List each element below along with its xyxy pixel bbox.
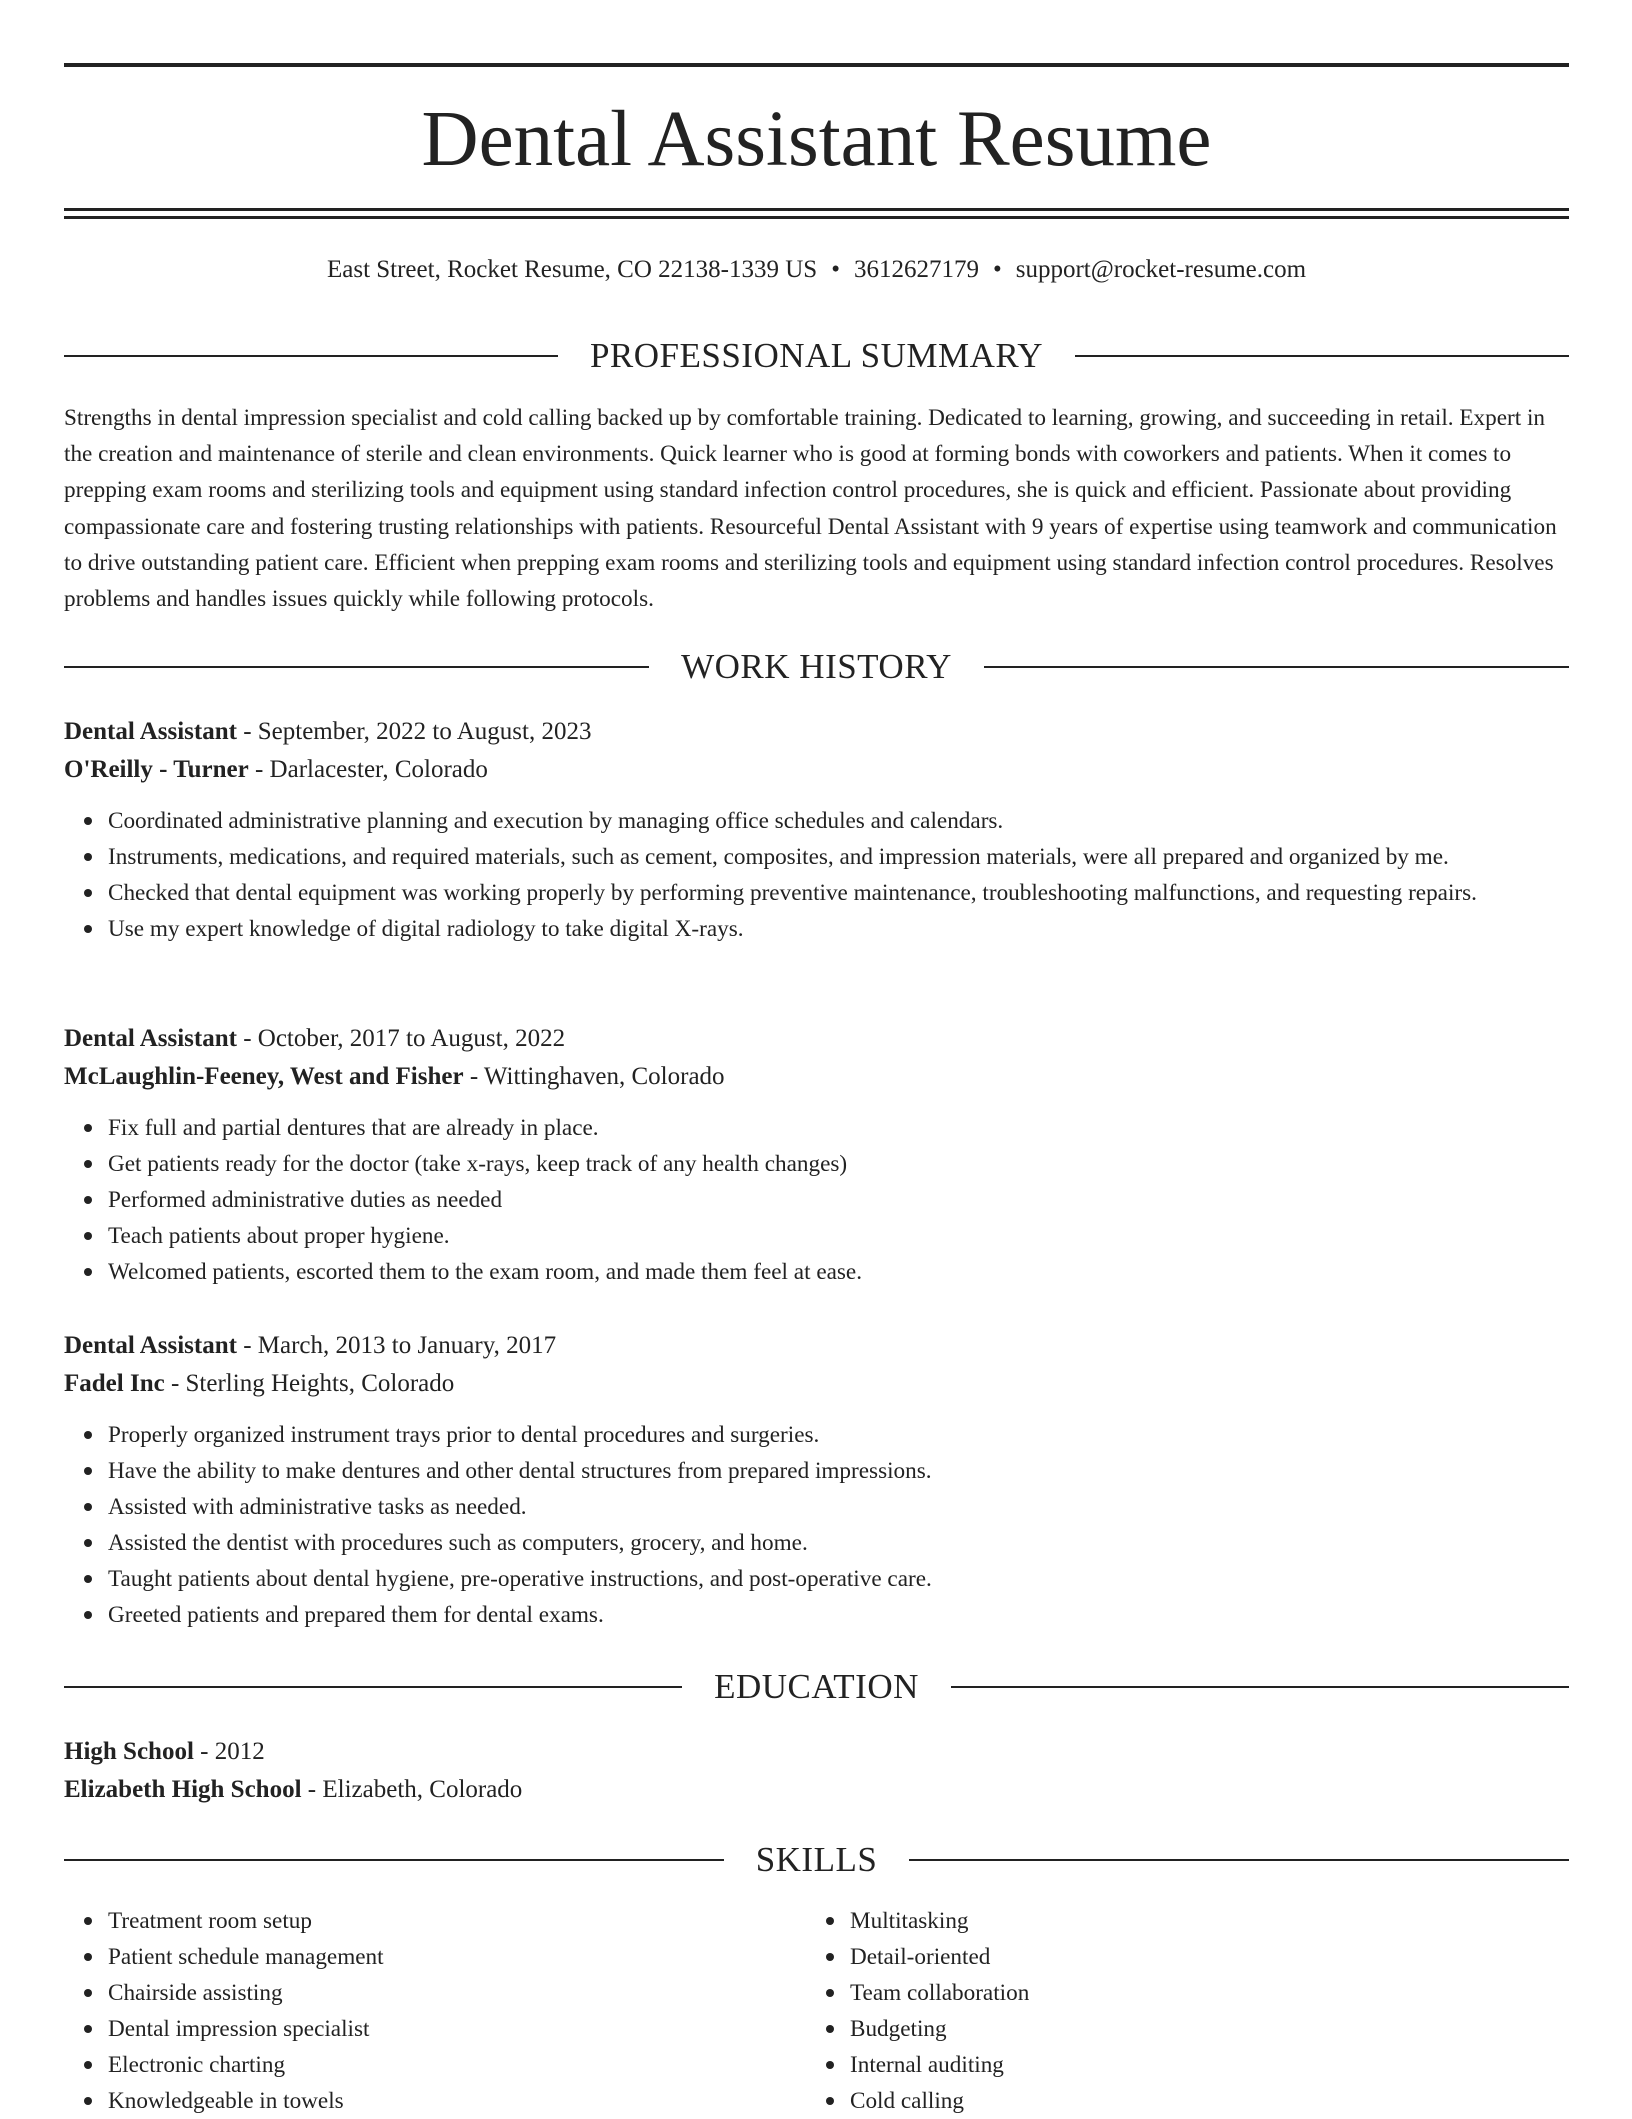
list-item: Assisted the dentist with procedures such as computers, grocery, and home. xyxy=(108,1525,1569,1561)
heading-rule xyxy=(984,666,1569,668)
section-title: SKILLS xyxy=(755,1840,878,1879)
section-heading-skills xyxy=(64,1840,1569,1880)
list-item: Cold calling xyxy=(850,2083,1548,2119)
list-item: Patient schedule management xyxy=(108,1939,806,1975)
list-item: Performed administrative duties as needed xyxy=(108,1182,1569,1218)
job-employer: Fadel Inc xyxy=(64,1370,165,1397)
skills-column-right xyxy=(806,1903,1548,2119)
section-title: WORK HISTORY xyxy=(681,647,952,686)
list-item: Budgeting xyxy=(850,2011,1548,2047)
contact-email: support@rocket-resume.com xyxy=(1015,256,1307,283)
section-heading-summary xyxy=(64,336,1569,376)
section-heading-education xyxy=(64,1667,1569,1707)
heading-rule xyxy=(951,1686,1569,1688)
list-item: Team collaboration xyxy=(850,1975,1548,2011)
list-item: Knowledgeable in towels xyxy=(108,2083,806,2119)
list-item: Internal auditing xyxy=(850,2047,1548,2083)
heading-rule xyxy=(64,666,649,668)
job-employer: McLaughlin-Feeney, West and Fisher xyxy=(64,1063,464,1090)
job-entry-2 xyxy=(64,1020,1569,1290)
heading-rule xyxy=(909,1859,1569,1861)
education-school-line xyxy=(64,1771,1569,1809)
skills-list xyxy=(64,1903,1569,2119)
heading-rule xyxy=(64,1859,724,1861)
job-location: - Wittinghaven, Colorado xyxy=(463,1063,725,1090)
job-employer-line xyxy=(64,751,1569,789)
contact-address: East Street, Rocket Resume, CO 22138-1339 US xyxy=(326,256,818,283)
list-item: Checked that dental equipment was working properly by performing preventive maintenance, troubleshooting malfunctions, and requesting repairs. xyxy=(108,875,1569,911)
list-item: Treatment room setup xyxy=(108,1903,806,1939)
list-item: Instruments, medications, and required materials, such as cement, composites, and impression materials, were all prepared and organized by me. xyxy=(108,839,1569,875)
section-heading-work-history xyxy=(64,647,1569,687)
education-year: - 2012 xyxy=(193,1738,265,1765)
list-item: Assisted with administrative tasks as needed. xyxy=(108,1489,1569,1525)
education-degree: High School xyxy=(64,1738,194,1765)
page-title: Dental Assistant Resume xyxy=(421,96,1212,183)
section-title: PROFESSIONAL SUMMARY xyxy=(589,336,1044,375)
list-item: Use my expert knowledge of digital radiology to take digital X-rays. xyxy=(108,911,1569,947)
education-degree-line xyxy=(64,1733,1569,1771)
job-title: Dental Assistant xyxy=(64,718,237,745)
job-entry-1 xyxy=(64,713,1569,947)
skills-column-left xyxy=(64,1903,806,2119)
heading-rule xyxy=(1075,355,1569,357)
list-item: Dental impression specialist xyxy=(108,2011,806,2047)
job-employer: O'Reilly - Turner xyxy=(64,756,249,783)
title-rule-lower xyxy=(64,216,1569,219)
job-duties xyxy=(64,803,1569,947)
top-rule xyxy=(64,63,1569,67)
job-dates: - October, 2017 to August, 2022 xyxy=(236,1025,566,1052)
list-item: Properly organized instrument trays prior to dental procedures and surgeries. xyxy=(108,1417,1569,1453)
job-dates: - March, 2013 to January, 2017 xyxy=(236,1332,557,1359)
heading-rule xyxy=(64,355,558,357)
list-item: Chairside assisting xyxy=(108,1975,806,2011)
job-title: Dental Assistant xyxy=(64,1332,237,1359)
education-location: - Elizabeth, Colorado xyxy=(301,1776,523,1803)
title-rule-upper xyxy=(64,208,1569,211)
list-item: Welcomed patients, escorted them to the exam room, and made them feel at ease. xyxy=(108,1254,1569,1290)
job-duties xyxy=(64,1417,1569,1633)
list-item: Have the ability to make dentures and other dental structures from prepared impressions. xyxy=(108,1453,1569,1489)
heading-rule xyxy=(64,1686,682,1688)
education-school: Elizabeth High School xyxy=(64,1776,302,1803)
contact-phone: 3612627179 xyxy=(853,256,979,283)
list-item: Multitasking xyxy=(850,1903,1548,1939)
job-title: Dental Assistant xyxy=(64,1025,237,1052)
section-title: EDUCATION xyxy=(714,1667,919,1706)
job-duties xyxy=(64,1110,1569,1290)
list-item: Taught patients about dental hygiene, pre-operative instructions, and post-operative care. xyxy=(108,1561,1569,1597)
contact-separator: • xyxy=(992,256,1002,283)
contact-separator: • xyxy=(831,256,840,283)
list-item: Fix full and partial dentures that are already in place. xyxy=(108,1110,1569,1146)
job-employer-line xyxy=(64,1365,1569,1403)
list-item: Get patients ready for the doctor (take x-rays, keep track of any health changes) xyxy=(108,1146,1569,1182)
summary-paragraph: Strengths in dental impression specialist and cold calling backed up by comfortable training. Dedicated to learning, growing, and succeeding in retail. Expert in the creation and maintenance of sterile and clean environments. Quick learner who is good at forming bonds with coworkers and patients. When it comes to prepping exam rooms and sterilizing tools and equipment using standard infection control procedures, she is quick and efficient. Passionate about providing compassionate care and fostering trusting relationships with patients. Resourceful Dental Assistant with 9 years of expertise using teamwork and communication to drive outstanding patient care. Efficient when prepping exam rooms and sterilizing tools and equipment using standard infection control procedures. Resolves problems and handles issues quickly while following protocols. xyxy=(64,405,1557,613)
education-entry xyxy=(64,1733,1569,1809)
contact-line xyxy=(64,254,1569,286)
job-location: - Darlacester, Colorado xyxy=(248,756,488,783)
job-title-line xyxy=(64,1327,1569,1365)
list-item: Electronic charting xyxy=(108,2047,806,2083)
list-item: Detail-oriented xyxy=(850,1939,1548,1975)
list-item: Greeted patients and prepared them for dental exams. xyxy=(108,1597,1569,1633)
job-title-line xyxy=(64,1020,1569,1058)
job-location: - Sterling Heights, Colorado xyxy=(164,1370,455,1397)
job-dates: - September, 2022 to August, 2023 xyxy=(236,718,592,745)
job-title-line xyxy=(64,713,1569,751)
job-entry-3 xyxy=(64,1327,1569,1633)
job-employer-line xyxy=(64,1058,1569,1096)
list-item: Teach patients about proper hygiene. xyxy=(108,1218,1569,1254)
list-item: Coordinated administrative planning and execution by managing office schedules and calendars. xyxy=(108,803,1569,839)
